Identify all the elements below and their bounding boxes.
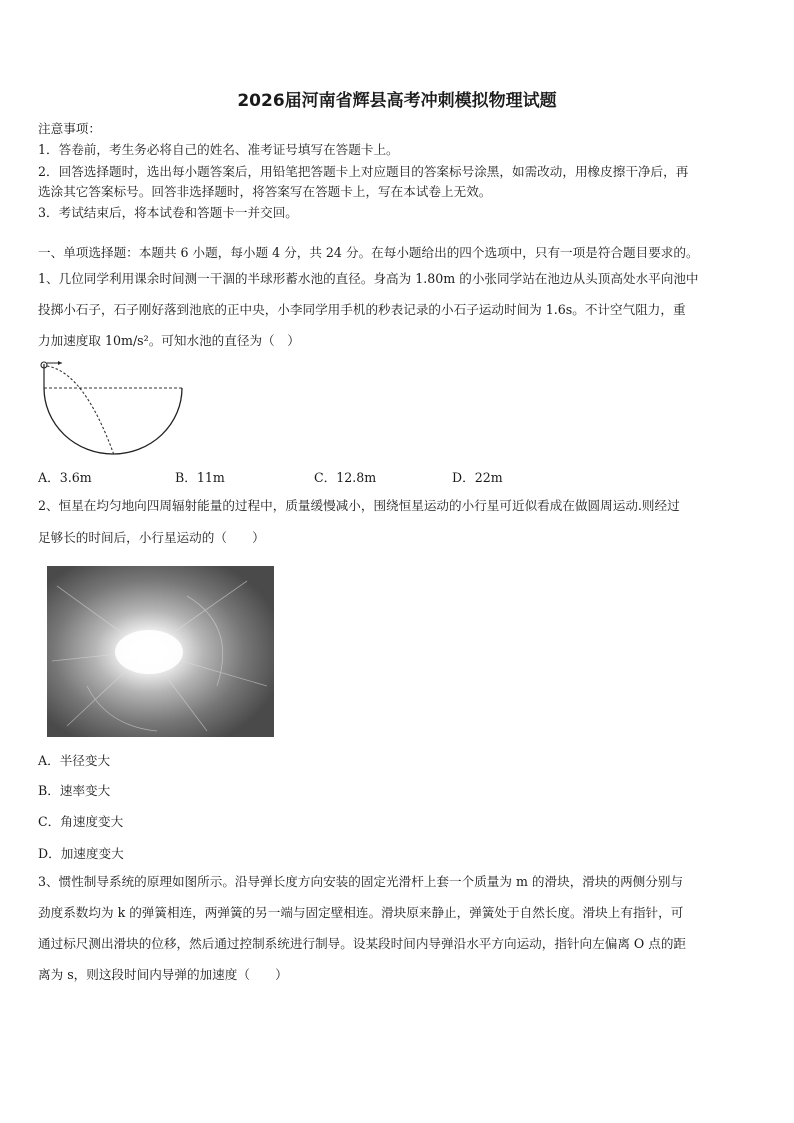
notice-item-2-cont: 选涂其它答案标号。回答非选择题时，将答案写在答题卡上，写在本试卷上无效。 — [38, 184, 492, 199]
q2-option-b[interactable]: B．速率变大 — [38, 783, 111, 798]
star-radiation-photo — [47, 566, 274, 737]
page-title: 2026届河南省辉县高考冲刺模拟物理试题 — [237, 91, 557, 111]
notice-item-1: 1．答卷前，考生务必将自己的姓名、准考证号填写在答题卡上。 — [38, 142, 399, 157]
q1-line-2: 投掷小石子，石子刚好落到池底的正中央，小李同学用手机的秒表记录的小石子运动时间为 1.6s。不计空气阻力，重 — [38, 302, 686, 317]
q2-option-d[interactable]: D．加速度变大 — [38, 846, 124, 861]
q2-option-c[interactable]: C．角速度变大 — [38, 814, 124, 829]
q3-line-4: 离为 s，则这段时间内导弹的加速度（ ） — [38, 967, 288, 982]
q1-line-3: 力加速度取 10m/s²。可知水池的直径为（ ） — [38, 333, 300, 348]
q1-line-1: 1、几位同学利用课余时间测一干涸的半球形蓄水池的直径。身高为 1.80m 的小张同学站在池边从头顶高处水平向池中 — [38, 271, 699, 286]
q1-option-c[interactable]: C．12.8m — [314, 470, 377, 485]
q1-option-d[interactable]: D．22m — [452, 470, 503, 485]
notice-item-3: 3．考试结束后，将本试卷和答题卡一并交回。 — [38, 205, 298, 220]
section-heading: 一、单项选择题：本题共 6 小题，每小题 4 分，共 24 分。在每小题给出的四个选项中，只有一项是符合题目要求的。 — [38, 245, 699, 260]
hemisphere-pool-figure — [36, 358, 188, 462]
q3-line-3: 通过标尺测出滑块的位移，然后通过控制系统进行制导。设某段时间内导弹沿水平方向运动，指针向左偏离 O 点的距 — [38, 936, 687, 951]
q2-option-a[interactable]: A．半径变大 — [38, 753, 111, 768]
q2-line-2: 足够长的时间后，小行星运动的（ ） — [38, 530, 265, 545]
q3-line-2: 劲度系数均为 k 的弹簧相连，两弹簧的另一端与固定壁相连。滑块原来静止，弹簧处于自然长度。滑块上有指针，可 — [38, 905, 684, 920]
q3-line-1: 3、惯性制导系统的原理如图所示。沿导弹长度方向安装的固定光滑杆上套一个质量为 m 的滑块，滑块的两侧分别与 — [38, 874, 684, 889]
q1-option-b[interactable]: B．11m — [175, 470, 225, 485]
notice-heading: 注意事项： — [38, 121, 101, 136]
q2-line-1: 2、恒星在均匀地向四周辐射能量的过程中，质量缓慢减小，围绕恒星运动的小行星可近似看成在做圆周运动.则经过 — [38, 498, 680, 513]
q1-option-a[interactable]: A．3.6m — [38, 470, 92, 485]
notice-item-2: 2．回答选择题时，选出每小题答案后，用铅笔把答题卡上对应题目的答案标号涂黑，如需改动，用橡皮擦干净后，再 — [38, 164, 689, 179]
